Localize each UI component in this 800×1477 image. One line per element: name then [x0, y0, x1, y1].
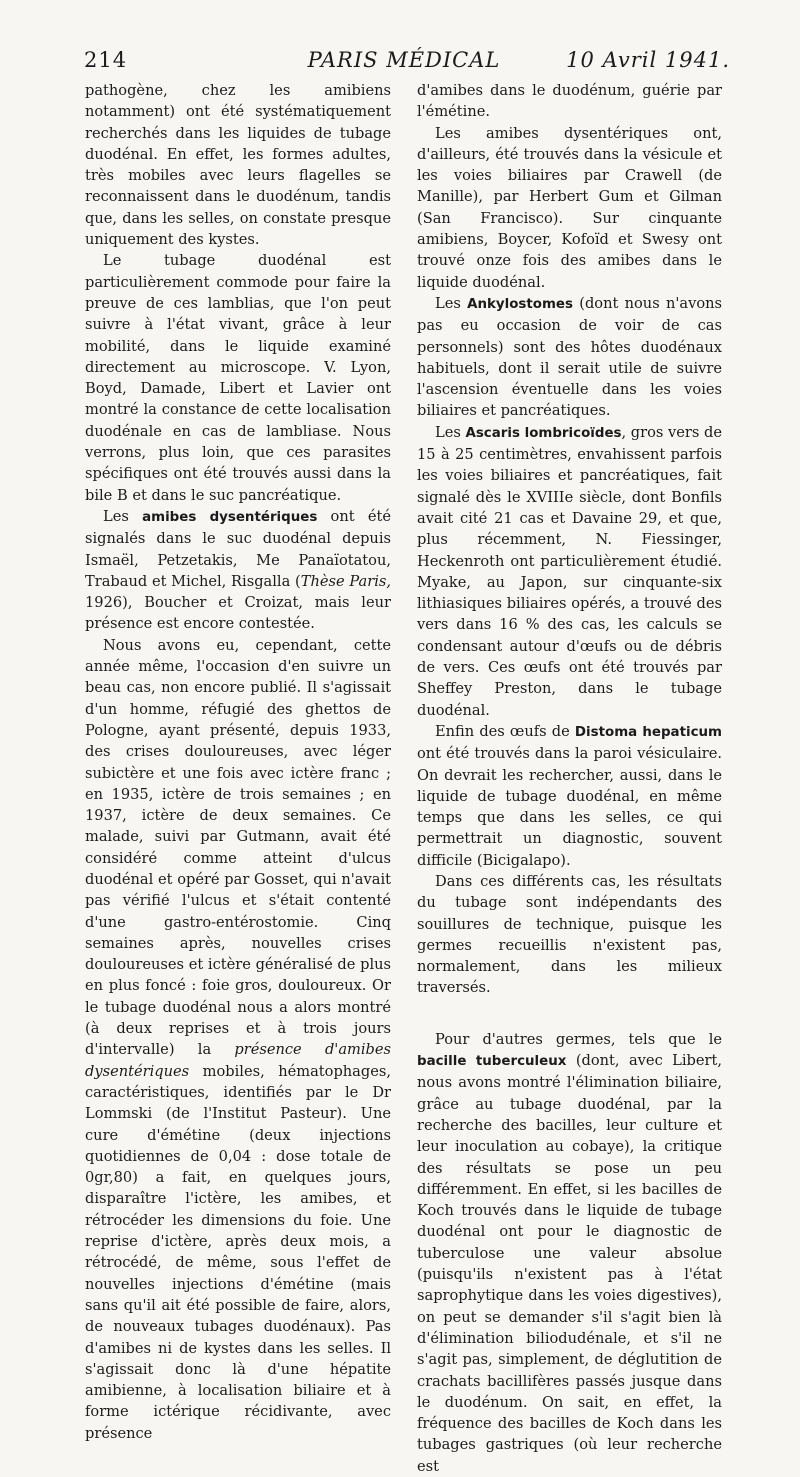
text-run: , gros vers de 15 à 25 centimètres, envahissent parfois les voies biliaires et pancréatiques, fait signalé dès le XVIIIe siècle, dont Bonfils avait cité 21 cas et Davaine 29, et que, plus récemment, N. Fiessinger, Heckenroth ont particulièrement étudié. Myake, au Japon, sur cinquante-six lithiasiques biliaires opérés, a trouvé des vers dans 16 % des cas, les calculs se condensant autour d'œufs ou de débris de vers. Ces œufs ont été trouvés par Sheffey Preston, dans le tubage duodénal. [417, 423, 722, 719]
text-run: Enfin des œufs de [435, 722, 575, 740]
paragraph [417, 721, 722, 871]
bold-term: Ascaris lombricoïdes [465, 425, 622, 441]
page-number: 214 [84, 48, 128, 72]
text-run: ont été signalés dans le suc duodénal depuis Ismaël, Petzetakis, Me Panaïotatou, Trabaud et Michel, Risgalla ( [85, 507, 391, 590]
text-run: (dont, avec Libert, nous avons montré l'élimination biliaire, grâce au tubage duodénal, par la recherche des bacilles, leur culture et leur inoculation au cobaye), la critique des résultats se pose un peu différemment. En effet, si les bacilles de Koch trouvés dans le liquide de tubage duodénal ont pour le diagnostic de tuberculose une valeur absolue (puisqu'ils n'existent pas à l'état saprophytique dans les voies digestives), on peut se demander s'il s'agit bien là d'élimination biliodudénale, et s'il ne s'agit pas, simplement, de déglutition de crachats bacillifères passés jusque dans le duodénum. On sait, en effet, la fréquence des bacilles de Koch dans les tubages gastriques (où leur recherche est [417, 1052, 722, 1475]
paragraph: Les amibes dysentériques ont, d'ailleurs, été trouvés dans la vésicule et les voies biliaires par Crawell (de Manille), par Herbert Gum et Gilman (San Francisco). Sur cinquante amibiens, Boycer, Kofoïd et Swesy ont trouvé onze fois des amibes dans le liquide duodénal. [417, 124, 722, 291]
right-column [417, 80, 722, 1477]
page-header [78, 48, 730, 76]
text-run: Les [435, 423, 466, 441]
text-run: ont été trouvés dans la paroi vésiculaire. On devrait les rechercher, aussi, dans le liquide de tubage duodénal, en même temps que dans les selles, ce qui permettrait un diagnostic, souvent difficile (Bicigalapo). [417, 745, 722, 869]
paragraph: pathogène, chez les amibiens notamment) ont été systématiquement recherchés dans les liquides de tubage duodénal. En effet, les formes adultes, très mobiles avec leurs flagelles se reconnaissent dans le duodénum, tandis que, dans les selles, on constate presque uniquement des kystes. [85, 82, 391, 249]
issue-date: 10 Avril 1941. [566, 48, 730, 72]
text-run: mobiles, hématophages, caractéristiques, identifiés par le Dr Lommski (de l'Institut Pasteur). Une cure d'émétine (deux injections quotidiennes de 0,04 : dose totale de 0gr,80) a fait, en quelques jours, disparaître l'ictère, les amibes, et rétrocéder les dimensions du foie. Une reprise d'ictère, après deux mois, a rétrocédé, de même, sous l'effet de nouvelles injections d'émétine (mais sans qu'il ait été possible de faire, alors, de nouveaux tubages duodénaux). Pas d'amibes ni de kystes dans les selles. Il s'agissait donc là d'une hépatite amibienne, à localisation biliaire et à forme ictérique récidivante, avec présence [85, 1062, 391, 1442]
paragraph [85, 506, 391, 635]
paragraph [417, 1029, 722, 1477]
text-run: (dont nous n'avons pas eu occasion de voir de cas personnels) sont des hôtes duodénaux habituels, dont il serait utile de suivre l'ascension éventuelle dans les voies biliaires et pancréatiques. [417, 294, 722, 420]
paragraph: Dans ces différents cas, les résultats du tubage sont indépendants des souillures de technique, puisque les germes recueillis n'existent pas, normalement, dans les milieux traversés. [417, 872, 722, 997]
bold-term: amibes dysentériques [142, 509, 318, 525]
text-run: 1926), Boucher et Croizat, mais leur présence est encore contestée. [85, 594, 391, 633]
text-run: Nous avons eu, cependant, cette année même, l'occasion d'en suivre un beau cas, non encore publié. Il s'agissait d'un homme, réfugié des ghettos de Pologne, ayant présenté, depuis 1933, des crises douloureuses, avec léger subictère et une fois avec ictère franc ; en 1935, ictère de trois semaines ; en 1937, ictère de deux semaines. Ce malade, suivi par Gutmann, avait été considéré comme atteint d'ulcus duodénal et opéré par Gosset, qui n'avait pas vérifié l'ulcus et s'était contenté d'une gastro-entérostomie. Cinq semaines après, nouvelles crises douloureuses et ictère généralisé de plus en plus foncé : foie gros, douloureux. Or le tubage duodénal nous a alors montré (à deux reprises et à trois jours d'intervalle) la [85, 636, 391, 1059]
text-run: Pour d'autres germes, tels que le [435, 1030, 722, 1048]
bold-term: bacille tuberculeux [417, 1054, 567, 1070]
paragraph [417, 422, 722, 721]
bold-term: Distoma hepaticum [574, 724, 722, 740]
paragraph [85, 635, 391, 1444]
italic-term: Thèse Paris, [300, 572, 391, 590]
paragraph: d'amibes dans le duodénum, guérie par l'émétine. [417, 82, 722, 121]
paragraph [417, 293, 722, 422]
left-column [85, 80, 391, 1444]
journal-title: PARIS MÉDICAL [307, 48, 501, 72]
text-run: Les [103, 507, 143, 525]
italic-term: présence d'amibes dysentériques [85, 1041, 391, 1080]
paragraph: Le tubage duodénal est particulièrement commode pour faire la preuve de ces lamblias, que l'on peut suivre à l'état vivant, grâce à leur mobilité, dans le liquide examiné directement au microscope. V. Lyon, Boyd, Damade, Libert et Lavier ont montré la constance de cette localisation duodénale en cas de lambliase. Nous verrons, plus loin, que ces parasites spécifiques ont été trouvés aussi dans la bile B et dans le suc pancréatique. [85, 252, 391, 504]
text-run: Les [435, 294, 468, 312]
bold-term: Ankylostomes [467, 296, 573, 312]
